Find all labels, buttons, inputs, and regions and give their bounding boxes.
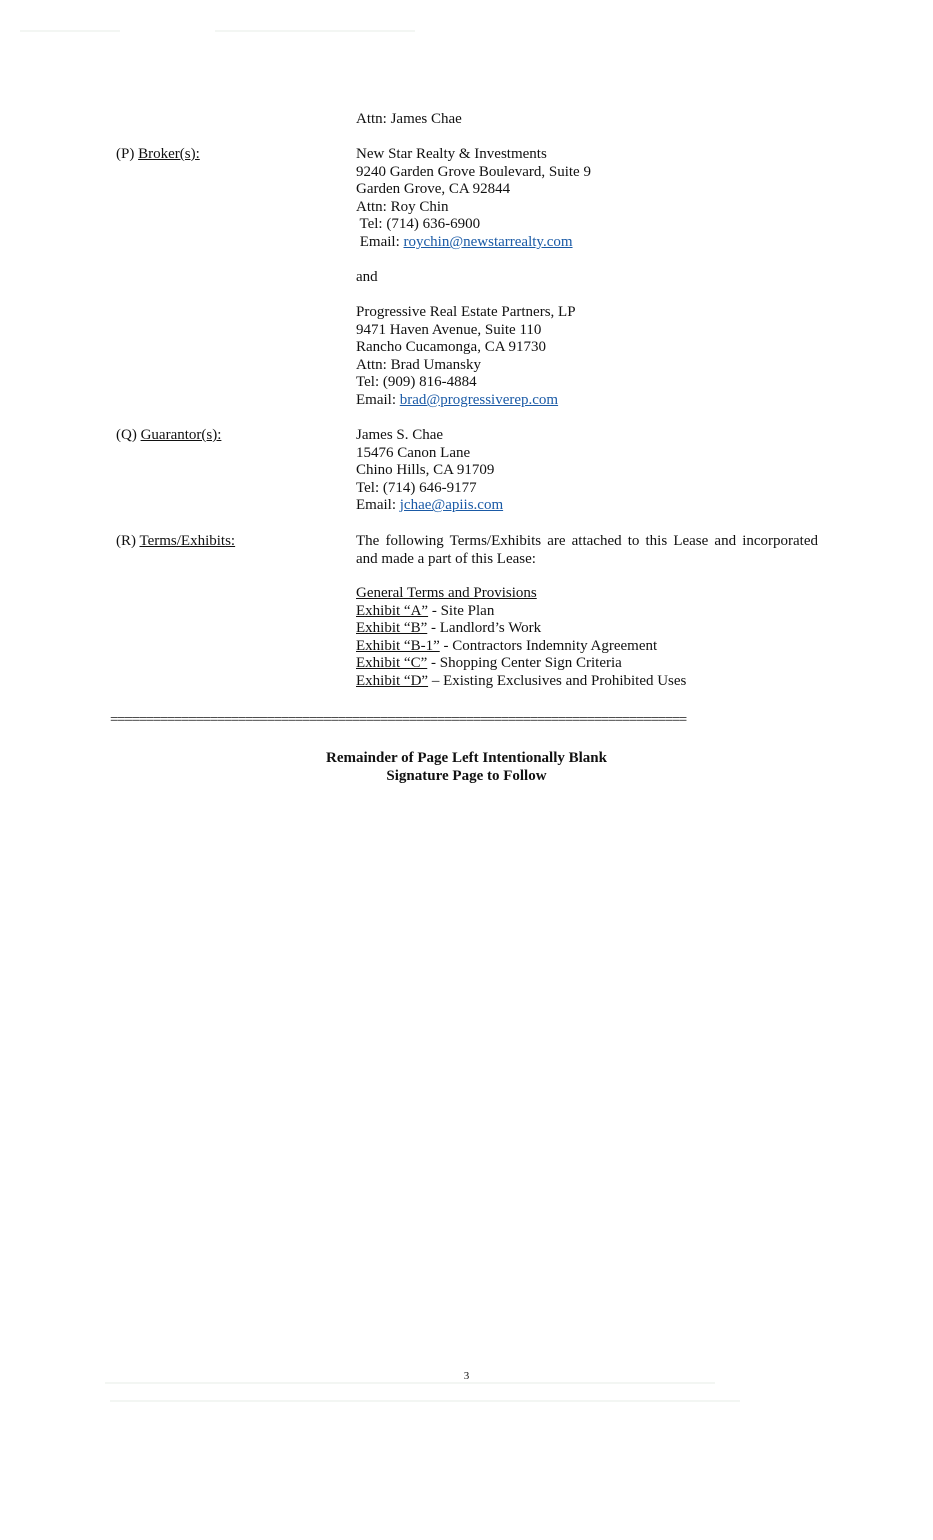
guarantor-label bbox=[116, 427, 221, 445]
broker-and: and bbox=[356, 269, 378, 285]
guarantor-address2: Chino Hills, CA 91709 bbox=[356, 462, 495, 479]
broker-prefix: (P) bbox=[116, 146, 135, 162]
exhibit-desc: - Landlord’s Work bbox=[427, 620, 542, 637]
broker-firm2-attn: Attn: Brad Umansky bbox=[356, 356, 481, 373]
page-number: 3 bbox=[463, 1370, 470, 1382]
broker-firm1-address2: Garden Grove, CA 92844 bbox=[356, 181, 511, 198]
guarantor-email-label: Email: bbox=[356, 497, 400, 514]
broker-firm2-address1: 9471 Haven Avenue, Suite 110 bbox=[356, 321, 542, 338]
broker-label bbox=[116, 146, 200, 164]
broker-firm2-address2: Rancho Cucamonga, CA 91730 bbox=[356, 339, 546, 356]
exhibit-desc: - Shopping Center Sign Criteria bbox=[427, 655, 622, 672]
broker-firm1-address1: 9240 Garden Grove Boulevard, Suite 9 bbox=[356, 163, 591, 180]
exhibit-line bbox=[356, 620, 818, 638]
terms-intro: The following Terms/Exhibits are attached to this Lease and incorporated and made a part of this Lease: bbox=[356, 533, 818, 567]
broker-firm1 bbox=[356, 146, 818, 252]
broker-firm2-email-line bbox=[356, 392, 818, 410]
exhibit-desc: - Site Plan bbox=[428, 602, 495, 619]
broker-firm2-tel: Tel: (909) 816-4884 bbox=[356, 374, 477, 391]
exhibit-line bbox=[356, 673, 818, 691]
terms-label bbox=[116, 533, 235, 551]
exhibit-name: Exhibit “D” bbox=[356, 672, 429, 689]
broker-firm1-email-label: Email: bbox=[356, 233, 404, 250]
exhibit-desc: - Contractors Indemnity Agreement bbox=[439, 637, 658, 654]
general-terms-heading: General Terms and Provisions bbox=[356, 585, 537, 601]
closing-line-2: Signature Page to Follow bbox=[386, 768, 547, 784]
exhibit-name: Exhibit “A” bbox=[356, 602, 429, 619]
broker-firm2-email-link[interactable]: brad@progressiverep.com bbox=[399, 391, 559, 408]
broker-firm1-email-link[interactable]: roychin@newstarrealty.com bbox=[403, 233, 573, 250]
guarantor-info bbox=[356, 427, 818, 515]
broker-firm1-name: New Star Realty & Investments bbox=[356, 146, 547, 162]
guarantor-tel: Tel: (714) 646-9177 bbox=[356, 479, 477, 496]
closing-line-1: Remainder of Page Left Intentionally Blank bbox=[326, 750, 607, 766]
separator-line: ================================================================================= bbox=[110, 712, 686, 728]
exhibit-line bbox=[356, 638, 818, 656]
broker-firm2-name: Progressive Real Estate Partners, LP bbox=[356, 304, 576, 320]
broker-firm1-attn: Attn: Roy Chin bbox=[356, 198, 449, 215]
broker-label-text: Broker(s): bbox=[138, 146, 200, 162]
terms-prefix: (R) bbox=[116, 533, 136, 549]
exhibit-name: Exhibit “B” bbox=[356, 620, 428, 637]
exhibit-desc: – Existing Exclusives and Prohibited Uses bbox=[428, 672, 687, 689]
guarantor-email-link[interactable]: jchae@apiis.com bbox=[399, 497, 504, 514]
guarantor-label-text: Guarantor(s): bbox=[140, 427, 222, 443]
broker-firm2-email-label: Email: bbox=[356, 391, 400, 408]
attn-top: Attn: James Chae bbox=[356, 111, 462, 127]
broker-firm1-tel: Tel: (714) 636-6900 bbox=[356, 216, 481, 233]
exhibit-name: Exhibit “B-1” bbox=[356, 637, 440, 654]
scan-artifact bbox=[110, 1400, 740, 1402]
terms-label-text: Terms/Exhibits: bbox=[139, 533, 236, 549]
guarantor-address1: 15476 Canon Lane bbox=[356, 444, 471, 461]
guarantor-prefix: (Q) bbox=[116, 427, 137, 443]
exhibit-line bbox=[356, 603, 818, 621]
broker-firm1-email-line bbox=[356, 234, 818, 252]
broker-firm2 bbox=[356, 304, 818, 410]
scan-artifact bbox=[215, 30, 415, 32]
scan-artifact bbox=[20, 30, 120, 32]
guarantor-name: James S. Chae bbox=[356, 427, 444, 443]
exhibit-name: Exhibit “C” bbox=[356, 655, 428, 672]
guarantor-email-line bbox=[356, 497, 818, 515]
exhibit-line bbox=[356, 655, 818, 673]
terms-list bbox=[356, 585, 818, 691]
